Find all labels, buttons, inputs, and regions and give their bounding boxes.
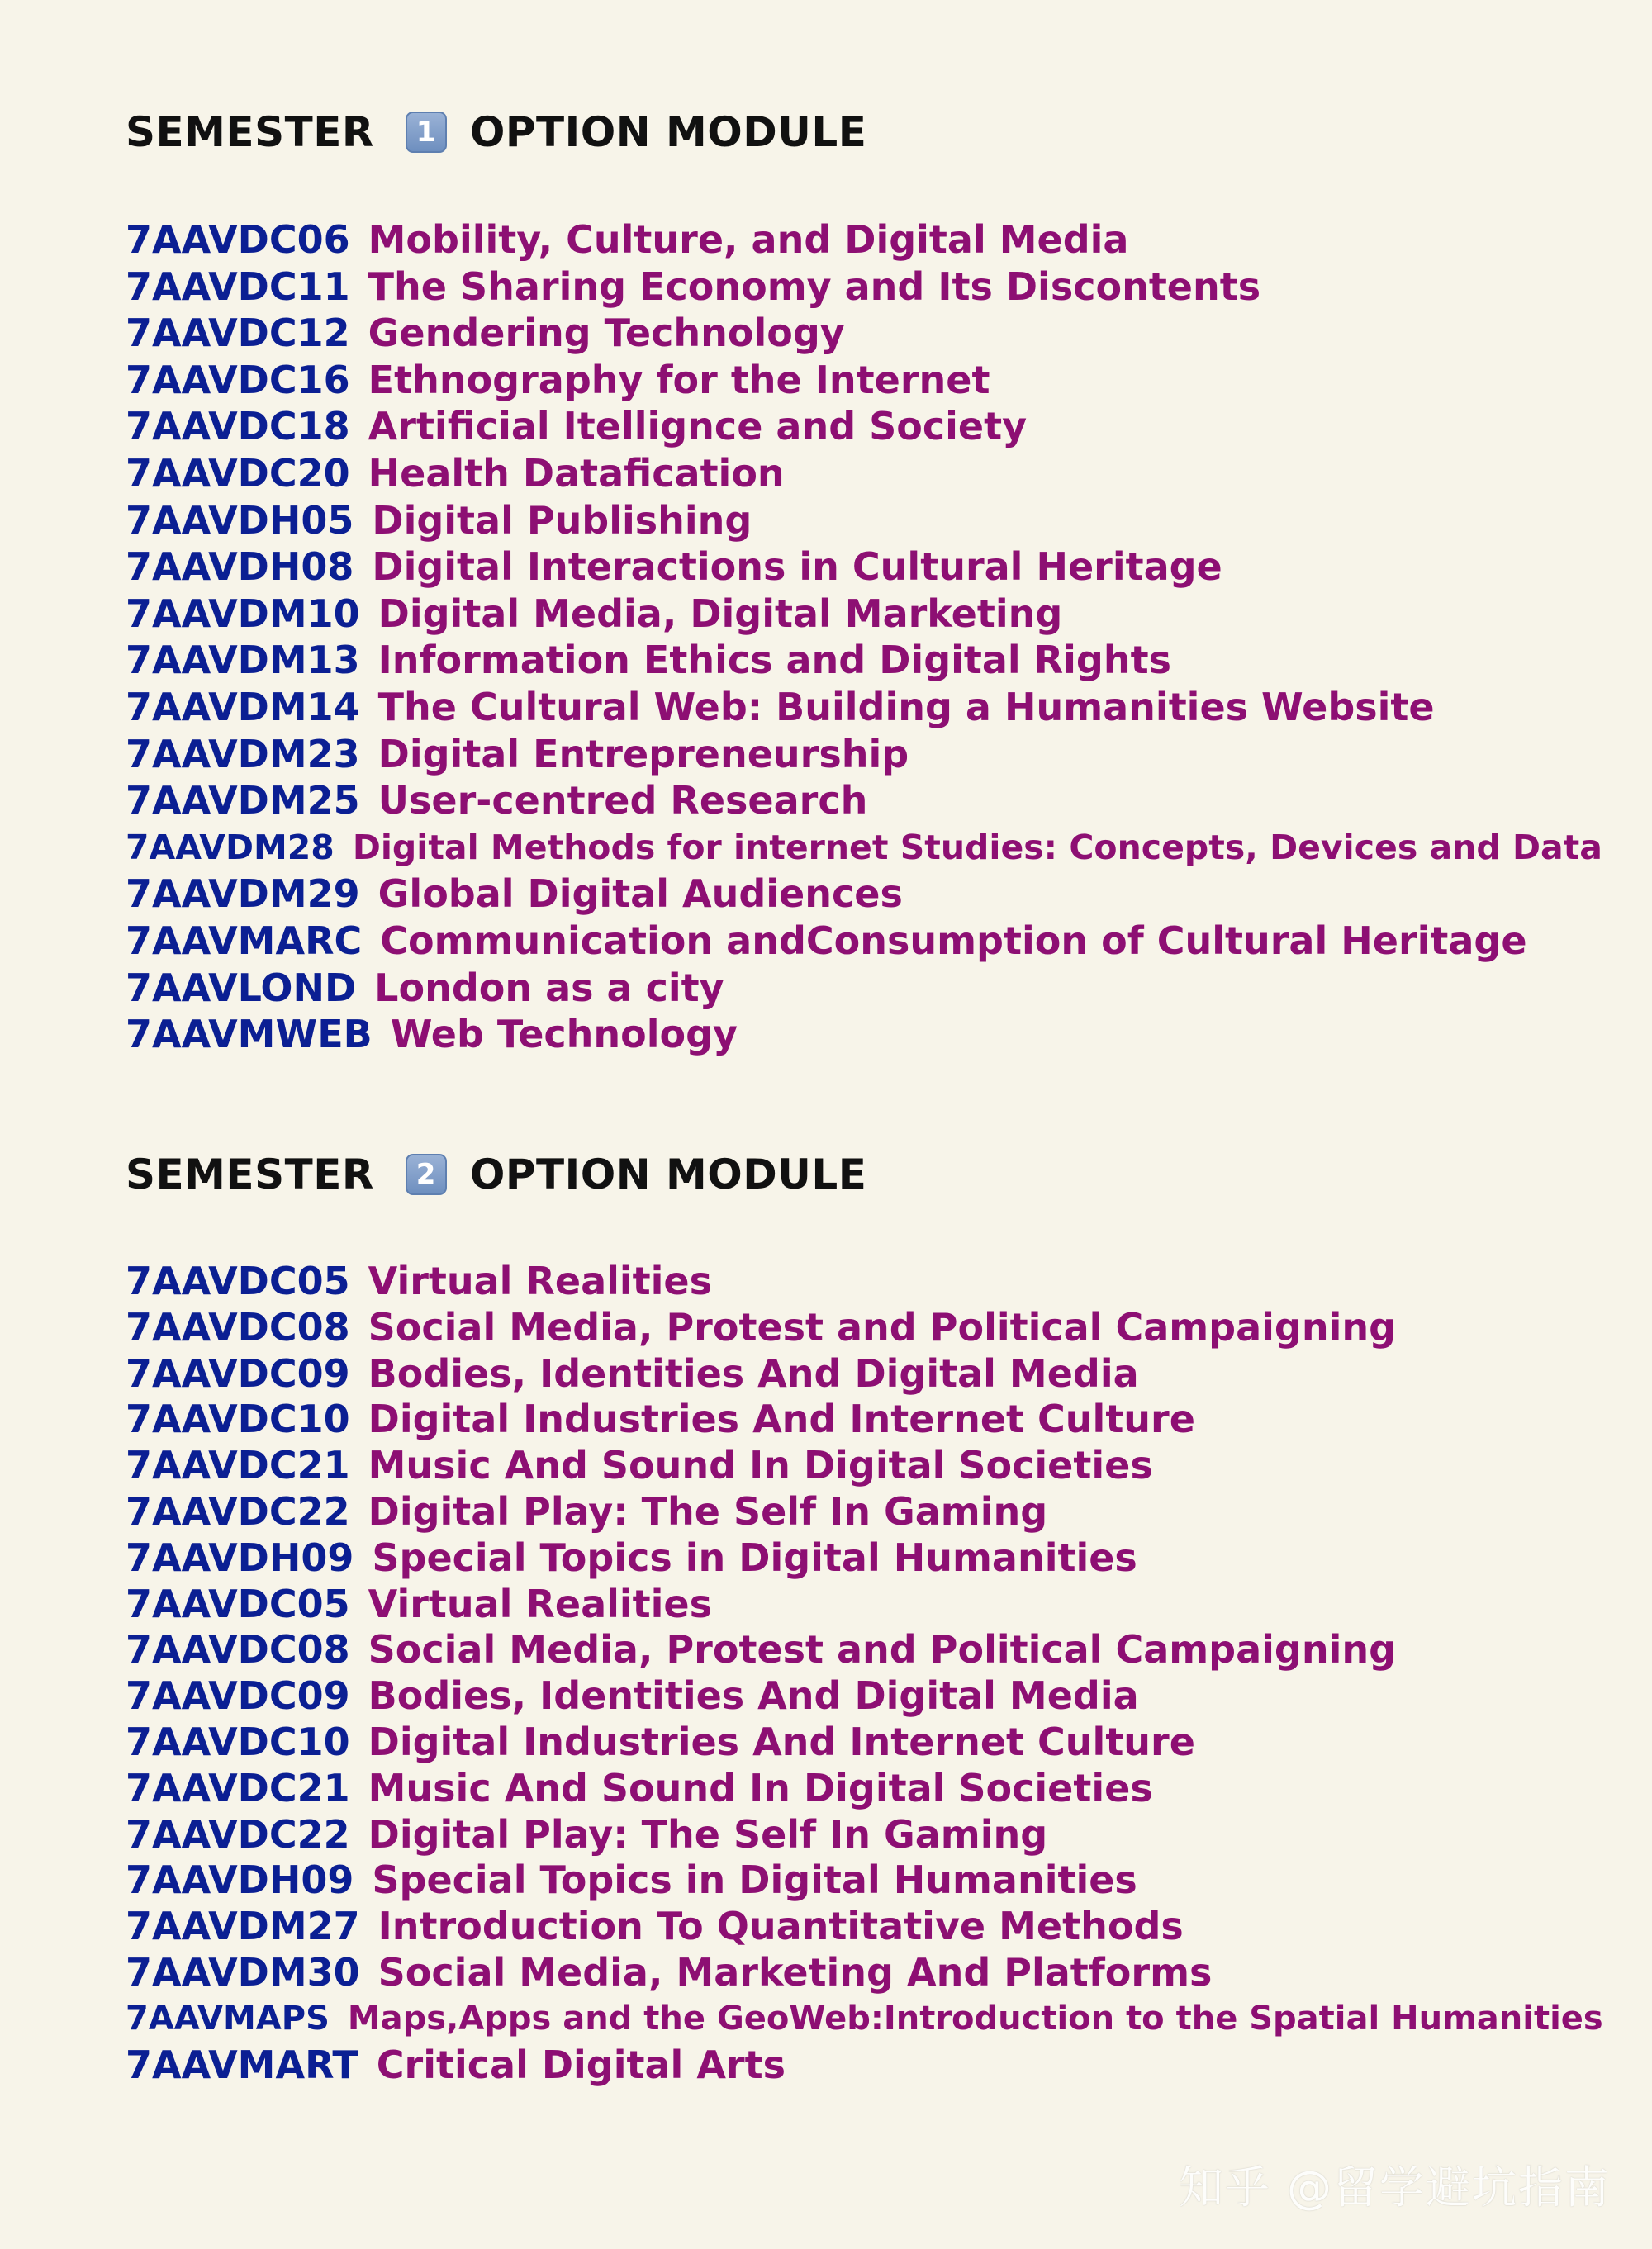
module-row — [126, 1259, 1629, 1305]
number-2-icon: 2 — [406, 1154, 447, 1195]
module-title: Health Datafication — [368, 450, 785, 496]
semester-1-header-word: SEMESTER — [126, 108, 374, 156]
module-title: London as a city — [374, 965, 724, 1010]
module-code: 7AAVMWEB — [126, 1012, 373, 1057]
module-row — [126, 497, 1629, 544]
module-code: 7AAVDC22 — [126, 1488, 350, 1534]
module-code: 7AAVDC10 — [126, 1719, 350, 1764]
module-code: 7AAVDC10 — [126, 1397, 350, 1442]
module-title: Maps,Apps and the GeoWeb:Introduction to the Spatial Humanities — [347, 1999, 1603, 2038]
module-code: 7AAVDM14 — [126, 684, 360, 729]
module-row — [126, 403, 1629, 450]
module-title: Digital Publishing — [372, 497, 752, 543]
semester-2-module-list — [126, 1259, 1629, 2088]
module-title: Information Ethics and Digital Rights — [377, 638, 1171, 683]
module-code: 7AAVDC20 — [126, 450, 350, 496]
module-title: Digital Interactions in Cultural Heritage — [372, 544, 1222, 590]
semester-2-header — [126, 1143, 1629, 1206]
module-title: Music And Sound In Digital Societies — [368, 1443, 1153, 1488]
module-title: Ethnography for the Internet — [368, 357, 990, 402]
module-code: 7AAVMAPS — [126, 1999, 330, 2038]
module-code: 7AAVMART — [126, 2042, 358, 2087]
module-title: Digital Media, Digital Marketing — [377, 591, 1063, 636]
module-title: Special Topics in Digital Humanities — [372, 1535, 1137, 1580]
module-code: 7AAVDH09 — [126, 1535, 354, 1580]
module-title: Bodies, Identities And Digital Media — [368, 1350, 1139, 1396]
module-row — [126, 1582, 1629, 1628]
module-title: Social Media, Protest and Political Campaigning — [368, 1627, 1397, 1673]
semester-1-header — [126, 101, 1629, 164]
semester-1-header-label: OPTION MODULE — [469, 108, 867, 156]
module-title: Digital Methods for internet Studies: Concepts, Devices and Data — [352, 827, 1602, 867]
module-title: Digital Entrepreneurship — [377, 731, 909, 776]
module-row — [126, 543, 1629, 591]
module-code: 7AAVDC11 — [126, 263, 350, 309]
module-title: Web Technology — [390, 1012, 738, 1057]
module-title: The Cultural Web: Building a Humanities Website — [377, 684, 1435, 729]
module-row — [126, 684, 1629, 731]
module-row — [126, 591, 1629, 638]
module-code: 7AAVDM13 — [126, 638, 360, 683]
module-code: 7AAVDC18 — [126, 404, 350, 449]
semester-2-header-word: SEMESTER — [126, 1151, 374, 1198]
module-code: 7AAVDC08 — [126, 1627, 350, 1673]
module-row — [126, 824, 1629, 871]
module-title: Virtual Realities — [368, 1259, 712, 1303]
module-row — [126, 777, 1629, 824]
module-code: 7AAVMARC — [126, 918, 363, 963]
module-title: Critical Digital Arts — [376, 2042, 786, 2087]
module-row — [126, 1627, 1629, 1673]
module-code: 7AAVDM23 — [126, 731, 360, 776]
module-row — [126, 1397, 1629, 1443]
module-code: 7AAVDM29 — [126, 871, 360, 917]
module-row — [126, 1351, 1629, 1397]
module-row — [126, 450, 1629, 497]
module-code: 7AAVDM28 — [126, 827, 335, 867]
module-code: 7AAVDH05 — [126, 497, 354, 543]
module-code: 7AAVDH09 — [126, 1858, 354, 1903]
module-code: 7AAVDM27 — [126, 1904, 360, 1949]
module-code: 7AAVDC21 — [126, 1765, 350, 1810]
module-code: 7AAVDC16 — [126, 357, 350, 402]
module-row — [126, 263, 1629, 311]
module-code: 7AAVDC12 — [126, 311, 350, 356]
module-title: Artificial Itellignce and Society — [368, 404, 1028, 449]
module-row — [126, 216, 1629, 263]
module-code: 7AAVDC08 — [126, 1304, 350, 1350]
module-row — [126, 357, 1629, 404]
module-title: Communication andConsumption of Cultural Heritage — [380, 918, 1527, 963]
module-row — [126, 1720, 1629, 1766]
module-title: Digital Play: The Self In Gaming — [368, 1488, 1048, 1534]
module-title: Music And Sound In Digital Societies — [368, 1765, 1153, 1810]
module-title: The Sharing Economy and Its Discontents — [368, 263, 1261, 309]
module-row — [126, 1904, 1629, 1950]
module-code: 7AAVDC05 — [126, 1259, 350, 1303]
module-title: User-centred Research — [377, 778, 868, 823]
module-code: 7AAVLOND — [126, 965, 357, 1010]
module-row — [126, 1011, 1629, 1058]
module-row — [126, 731, 1629, 778]
number-1-icon: 1 — [406, 112, 447, 153]
module-title: Social Media, Marketing And Platforms — [377, 1949, 1213, 1995]
module-row — [126, 871, 1629, 918]
module-row — [126, 965, 1629, 1012]
semester-1-module-list — [126, 216, 1629, 1058]
module-code: 7AAVDC09 — [126, 1350, 350, 1396]
module-code: 7AAVDC21 — [126, 1443, 350, 1488]
module-title: Digital Industries And Internet Culture — [368, 1397, 1195, 1442]
module-row — [126, 1858, 1629, 1904]
module-row — [126, 918, 1629, 965]
module-code: 7AAVDH08 — [126, 544, 354, 590]
module-row — [126, 1950, 1629, 1996]
module-title: Introduction To Quantitative Methods — [377, 1904, 1184, 1949]
module-title: Mobility, Culture, and Digital Media — [368, 217, 1129, 262]
semester-1-section — [126, 101, 1629, 1058]
semester-2-section — [126, 1143, 1629, 2088]
module-code: 7AAVDC22 — [126, 1811, 350, 1857]
module-code: 7AAVDM30 — [126, 1949, 360, 1995]
module-row — [126, 2043, 1629, 2089]
module-title: Global Digital Audiences — [377, 871, 903, 917]
module-code: 7AAVDM25 — [126, 778, 360, 823]
module-code: 7AAVDM10 — [126, 591, 360, 636]
module-row — [126, 1673, 1629, 1720]
module-code: 7AAVDC09 — [126, 1673, 350, 1719]
module-row — [126, 1766, 1629, 1812]
module-code: 7AAVDC06 — [126, 217, 350, 262]
module-row — [126, 1489, 1629, 1535]
semester-2-header-label: OPTION MODULE — [469, 1151, 867, 1198]
module-title: Special Topics in Digital Humanities — [372, 1858, 1137, 1903]
module-row — [126, 1305, 1629, 1351]
module-row — [126, 1535, 1629, 1582]
module-title: Digital Play: The Self In Gaming — [368, 1811, 1048, 1857]
module-row — [126, 310, 1629, 357]
module-code: 7AAVDC05 — [126, 1581, 350, 1626]
module-title: Virtual Realities — [368, 1581, 712, 1626]
module-row — [126, 1812, 1629, 1858]
module-title: Digital Industries And Internet Culture — [368, 1719, 1195, 1764]
module-row — [126, 637, 1629, 684]
module-title: Gendering Technology — [368, 311, 845, 356]
module-title: Social Media, Protest and Political Campaigning — [368, 1304, 1397, 1350]
module-row — [126, 1996, 1629, 2043]
module-title: Bodies, Identities And Digital Media — [368, 1673, 1139, 1719]
module-row — [126, 1443, 1629, 1489]
watermark: 知乎 @留学避坑指南 — [1178, 2161, 1611, 2213]
